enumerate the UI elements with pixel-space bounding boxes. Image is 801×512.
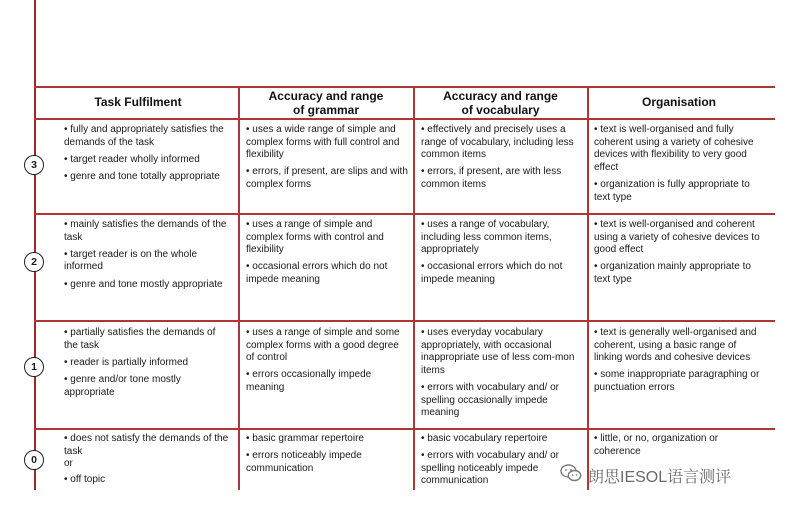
descriptor: • organization is fully appropriate to text type (594, 178, 750, 203)
descriptor: • organization mainly appropriate to text type (594, 261, 751, 285)
descriptor-or: or (64, 458, 73, 470)
descriptor: • errors noticeably impede communication (246, 450, 362, 474)
cell-2-task (64, 219, 232, 296)
descriptor: • errors with vocabulary and/ or spelling occasionally impede meaning (421, 381, 560, 419)
descriptor: • some inappropriate paragraphing or punctuation errors (594, 369, 760, 393)
cell-1-task (64, 327, 232, 404)
descriptor: • uses a range of simple and complex forms with control and flexibility (246, 219, 384, 256)
descriptor: • text is well-organised and coherent using a variety of cohesive devices to good effect (594, 219, 760, 256)
descriptor: • text is generally well-organised and coherent, using a basic range of linking words and cohesive devices (594, 327, 757, 364)
score-badge-2: 2 (24, 252, 44, 272)
header-line: Accuracy and range (443, 89, 558, 103)
header-vocabulary (415, 89, 586, 117)
cell-2-vocabulary (421, 219, 583, 291)
descriptor: • uses everyday vocabulary appropriately, with occasional inappropriate use of less com-mon items (421, 327, 575, 376)
cell-3-vocabulary (421, 124, 583, 196)
col-divider-1 (238, 86, 240, 490)
row-rule-3-top (34, 118, 775, 120)
descriptor: • uses a range of simple and some complex forms with a good degree of control (246, 327, 400, 364)
descriptor: • genre and/or tone mostly appropriate (64, 373, 181, 398)
descriptor: • genre and tone totally appropriate (64, 170, 220, 182)
cell-1-vocabulary (421, 327, 583, 424)
descriptor: • little, or no, organization or coherence (594, 433, 719, 457)
left-spine (34, 0, 36, 490)
header-line: Task Fulfilment (94, 95, 182, 109)
descriptor: • partially satisfies the demands of the task (64, 327, 216, 351)
cell-1-grammar (246, 327, 408, 399)
header-bottom-rule (34, 86, 775, 88)
header-line: of grammar (292, 103, 360, 117)
descriptor: • errors, if present, are with less common items (421, 166, 562, 190)
descriptor: • errors occasionally impede meaning (246, 369, 372, 393)
descriptor: • basic grammar repertoire (246, 433, 364, 444)
col-divider-2 (413, 86, 415, 490)
header-line: Accuracy and range (268, 89, 384, 103)
descriptor: • occasional errors which do not impede meaning (246, 261, 388, 285)
cell-3-task (64, 124, 232, 188)
descriptor: • text is well-organised and fully coherent using a variety of cohesive devices with flexibility to very good effect (594, 124, 754, 173)
descriptor: • does not satisfy the demands of the task (64, 433, 229, 457)
descriptor: • target reader is on the whole informed (64, 248, 198, 273)
descriptor: • off topic (64, 473, 106, 485)
header-line: Organisation (641, 95, 716, 109)
cell-0-grammar (246, 433, 408, 480)
descriptor: • reader is partially informed (64, 356, 189, 368)
cell-3-grammar (246, 124, 408, 196)
descriptor: • errors, if present, are slips and with complex forms (246, 166, 408, 190)
col-divider-3 (587, 86, 589, 490)
header-organisation (589, 95, 769, 109)
cell-3-organisation (594, 124, 766, 209)
cell-0-vocabulary (421, 433, 583, 493)
cell-0-organisation (594, 433, 766, 463)
score-badge-0: 0 (24, 450, 44, 470)
row-rule-0-top (34, 428, 775, 430)
row-rule-1-top (34, 320, 775, 322)
watermark (560, 464, 731, 487)
descriptor: • fully and appropriately satisfies the demands of the task (64, 124, 224, 148)
descriptor: • target reader wholly informed (64, 153, 200, 165)
descriptor: • basic vocabulary repertoire (421, 433, 548, 444)
descriptor: • errors with vocabulary and/ or spelling noticeably impede communication (421, 450, 560, 487)
wechat-icon (560, 464, 582, 487)
descriptor: • uses a range of vocabulary, including less common items, appropriately (421, 219, 552, 256)
cell-0-task (64, 433, 232, 491)
cell-2-grammar (246, 219, 408, 291)
header-grammar (240, 89, 412, 117)
descriptor: • effectively and precisely uses a range of vocabulary, including less common items (421, 124, 574, 161)
descriptor: • genre and tone mostly appropriate (64, 278, 223, 290)
row-rule-2-top (34, 213, 775, 215)
score-badge-1: 1 (24, 357, 44, 377)
cell-2-organisation (594, 219, 766, 291)
watermark-text: 朗思IESOL语言测评 (588, 469, 732, 486)
descriptor: • uses a wide range of simple and complex forms with full control and flexibility (246, 124, 400, 161)
header-task-fulfilment (40, 95, 236, 109)
score-badge-3: 3 (24, 155, 44, 175)
descriptor: • occasional errors which do not impede meaning (421, 261, 563, 285)
descriptor: • mainly satisfies the demands of the task (64, 219, 227, 243)
header-line: of vocabulary (461, 103, 540, 117)
cell-1-organisation (594, 327, 766, 399)
